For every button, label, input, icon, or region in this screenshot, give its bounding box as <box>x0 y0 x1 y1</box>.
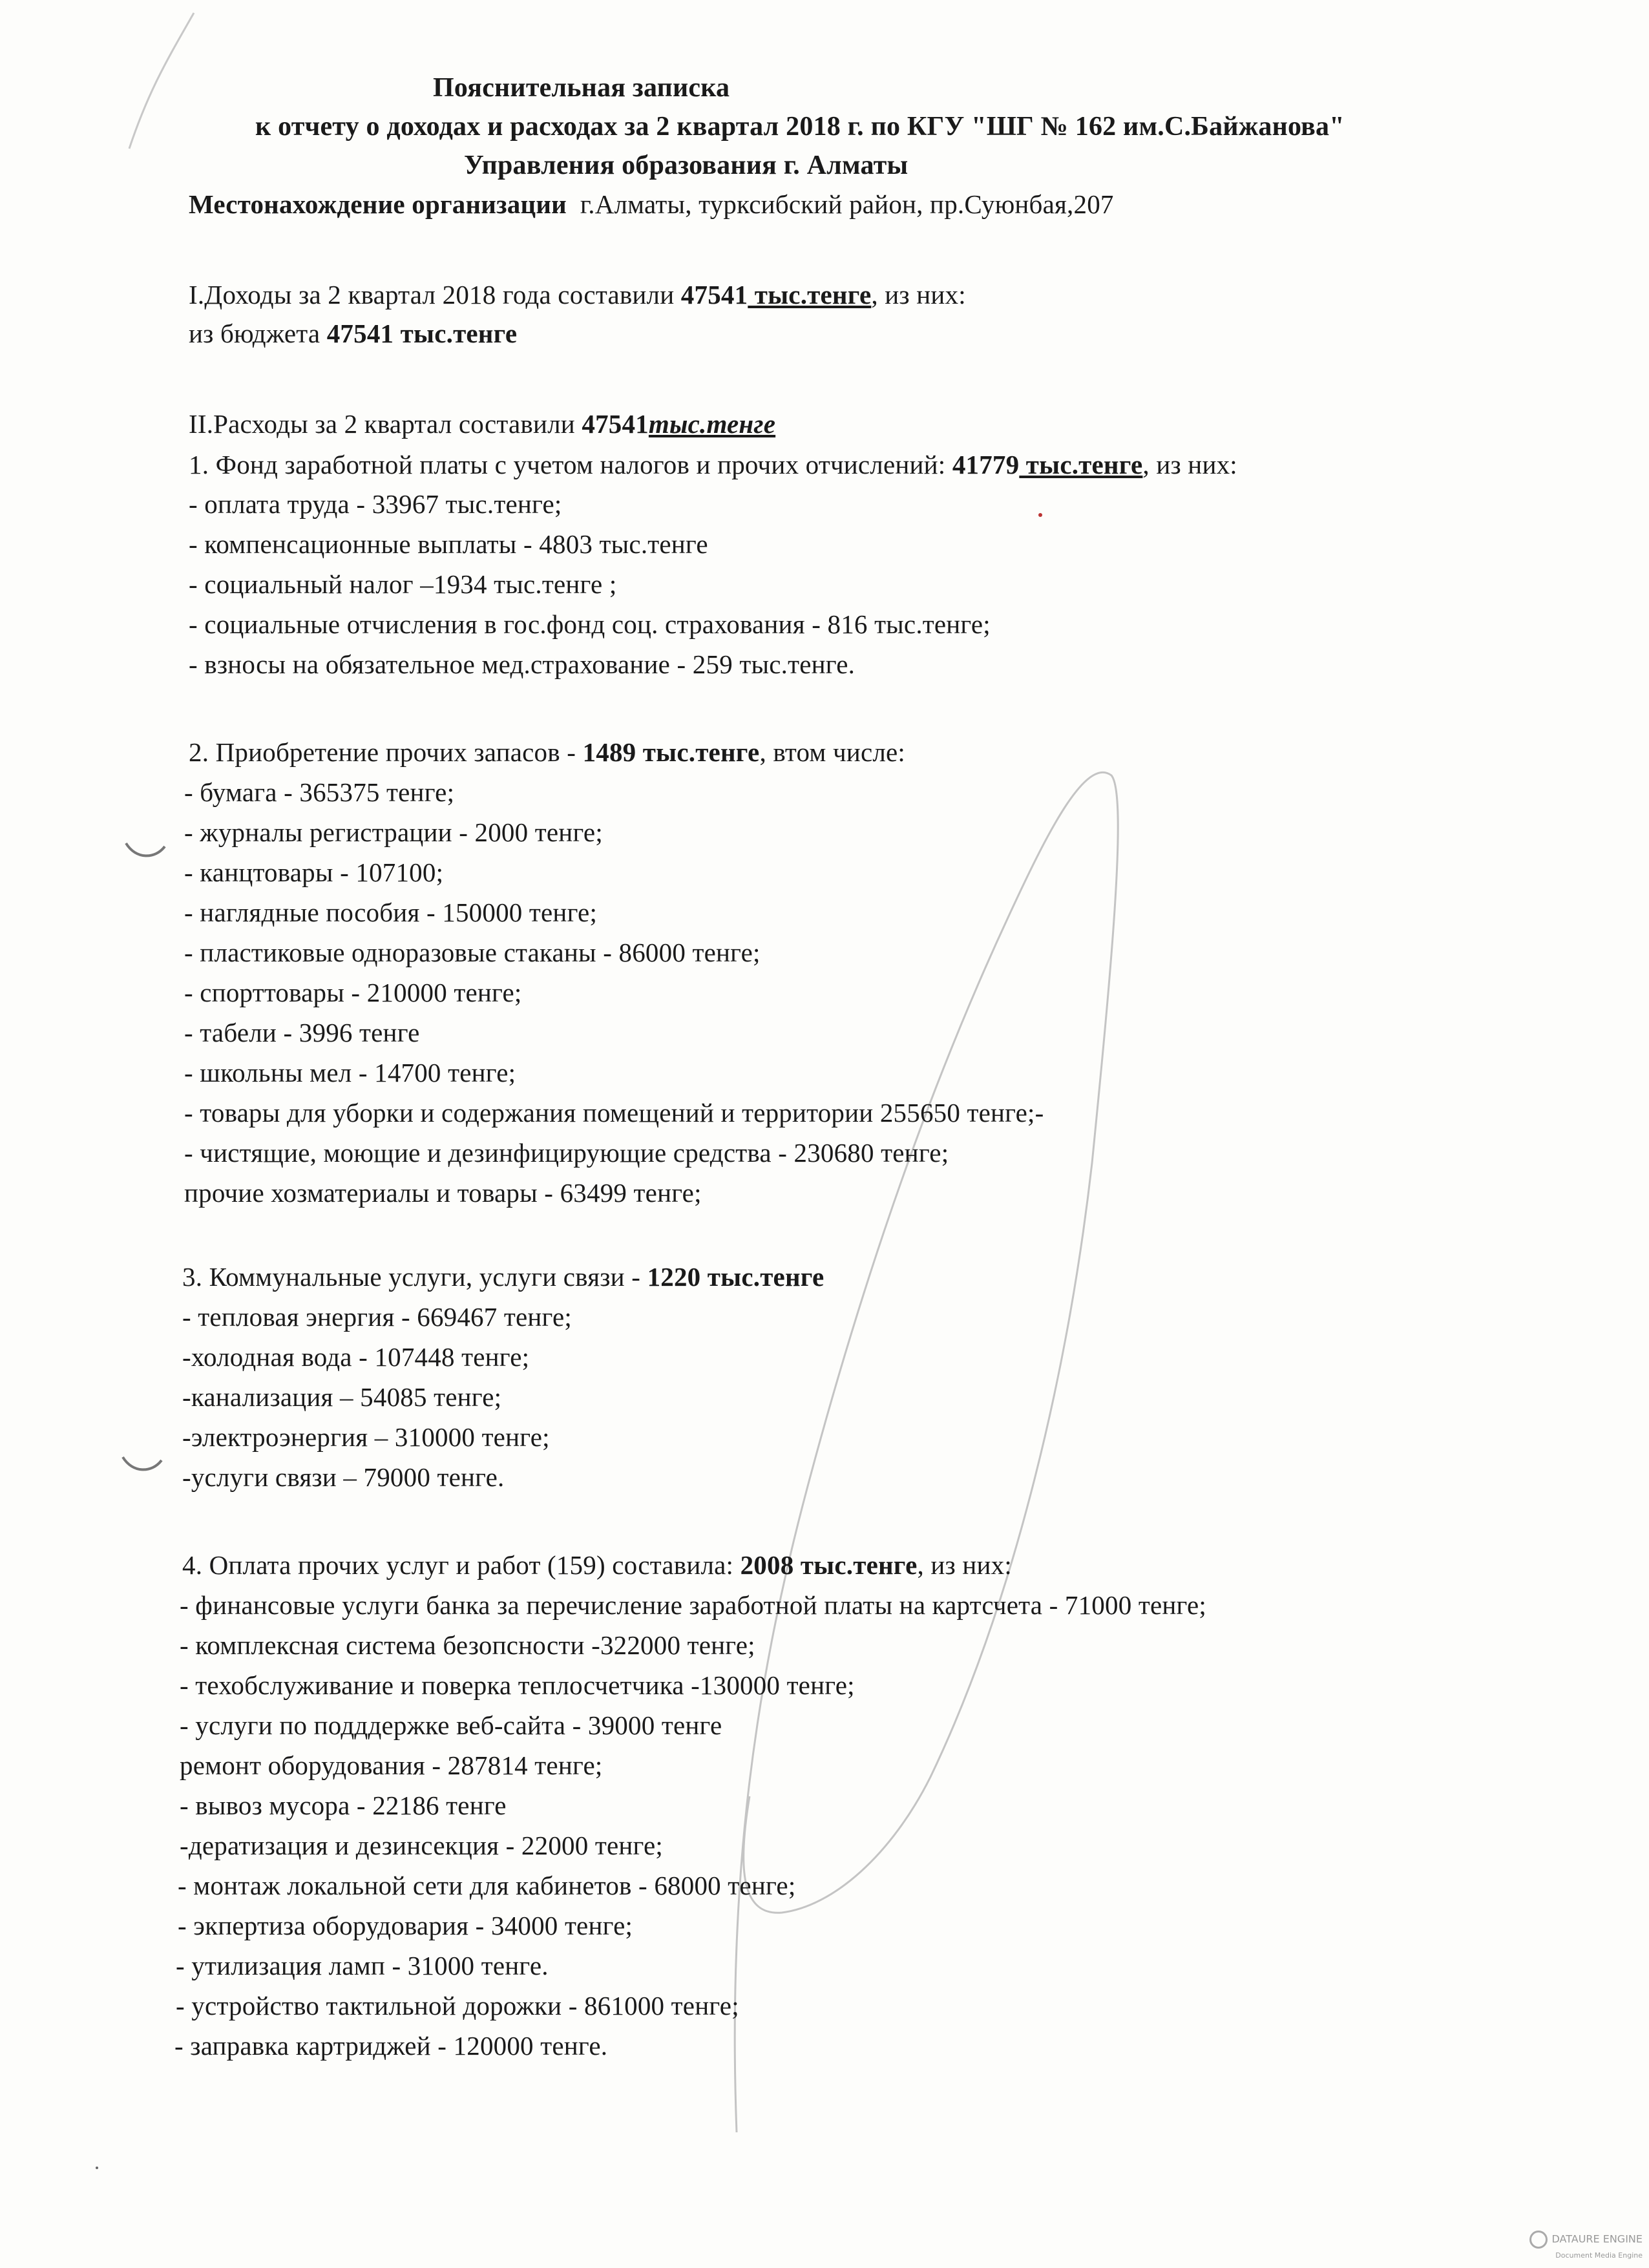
list-item: -канализация – 54085 тенге; <box>182 1382 502 1412</box>
hole-punch-mark-bottom <box>123 1457 162 1469</box>
watermark-logo-icon <box>1529 2231 1548 2249</box>
list-item: -электроэнергия – 310000 тенге; <box>182 1422 550 1452</box>
list-item: -холодная вода - 107448 тенге; <box>182 1342 530 1372</box>
department-name: Управления образования г. Алматы <box>464 151 909 180</box>
list-item: - техобслуживание и поверка теплосчетчика -130000 тенге; <box>180 1670 855 1700</box>
list-item: - тепловая энергия - 669467 тенге; <box>182 1302 572 1332</box>
list-item: -услуги связи – 79000 тенге. <box>182 1462 505 1492</box>
list-item: - монтаж локальной сети для кабинетов - 68000 тенге; <box>178 1871 796 1900</box>
list-item: - компенсационные выплаты - 4803 тыс.тенге <box>189 529 708 559</box>
list-item: - пластиковые одноразовые стаканы - 86000 тенге; <box>184 938 761 967</box>
list-item: - журналы регистрации - 2000 тенге; <box>184 817 603 847</box>
list-item: - экпертиза оборудовария - 34000 тенге; <box>178 1911 633 1940</box>
list-item: - школьны мел - 14700 тенге; <box>184 1058 516 1087</box>
list-item: - устройство тактильной дорожки - 861000 тенге; <box>176 1991 739 2021</box>
income-line: I.Доходы за 2 квартал 2018 года составили 47541 тыс.тенге, из них: <box>189 280 966 310</box>
location-value: г.Алматы, турксибский район, пр.Суюнбая,207 <box>580 189 1114 219</box>
location-line <box>189 189 1114 220</box>
document-subtitle: к отчету о доходах и расходах за 2 квартал 2018 г. по КГУ "ШГ № 162 им.С.Байжанова" <box>255 112 1345 142</box>
expenses-heading: II.Расходы за 2 квартал составили 47541тыс.тенге <box>189 409 776 439</box>
location-label: Местонахождение организации <box>189 189 567 219</box>
list-item: - социальные отчисления в гос.фонд соц. страхования - 816 тыс.тенге; <box>189 609 991 639</box>
document-title: Пояснительная записка <box>433 73 730 103</box>
list-item: - спорттовары - 210000 тенге; <box>184 978 522 1007</box>
scanner-watermark: DATAURE ENGINE Document Media Engine <box>1529 2231 1643 2262</box>
list-item: -дератизация и дезинсекция - 22000 тенге; <box>180 1831 664 1860</box>
list-item: - чистящие, моющие и дезинфицирующие средства - 230680 тенге; <box>184 1138 949 1168</box>
list-item: прочие хозматериалы и товары - 63499 тенге; <box>184 1178 702 1208</box>
list-item: ремонт оборудования - 287814 тенге; <box>180 1750 603 1780</box>
section3-heading: 3. Коммунальные услуги, услуги связи - 1220 тыс.тенге <box>182 1262 824 1292</box>
list-item: - утилизация ламп - 31000 тенге. <box>176 1951 549 1980</box>
income-budget-line: из бюджета 47541 тыс.тенге <box>189 319 518 348</box>
section1-heading: 1. Фонд заработной платы с учетом налогов и прочих отчислений: 41779 тыс.тенге, из них: <box>189 450 1237 479</box>
list-item: - товары для уборки и содержания помещений и территории 255650 тенге;- <box>184 1098 1044 1128</box>
list-item: - финансовые услуги банка за перечисление заработной платы на картсчета - 71000 тенге; <box>180 1590 1206 1620</box>
list-item: - табели - 3996 тенге <box>184 1018 420 1047</box>
section2-heading: 2. Приобретение прочих запасов - 1489 тыс.тенге, втом числе: <box>189 737 905 767</box>
list-item: - наглядные пособия - 150000 тенге; <box>184 898 598 927</box>
list-item: - комплексная система безопсности -322000 тенге; <box>180 1630 755 1660</box>
list-item: - канцтовары - 107100; <box>184 857 444 887</box>
list-item: - социальный налог –1934 тыс.тенге ; <box>189 569 617 599</box>
list-item: - оплата труда - 33967 тыс.тенге; <box>189 489 562 519</box>
list-item: - бумага - 365375 тенге; <box>184 777 455 807</box>
list-item: - взносы на обязательное мед.страхование - 259 тыс.тенге. <box>189 649 856 679</box>
list-item: - услуги по подддержке веб-сайта - 39000 тенге <box>180 1710 722 1740</box>
section4-heading: 4. Оплата прочих услуг и работ (159) составила: 2008 тыс.тенге, из них: <box>182 1550 1012 1580</box>
list-item: - заправка картриджей - 120000 тенге. <box>174 2031 608 2061</box>
hole-punch-mark-top <box>126 843 165 856</box>
list-item: - вывоз мусора - 22186 тенге <box>180 1790 507 1820</box>
